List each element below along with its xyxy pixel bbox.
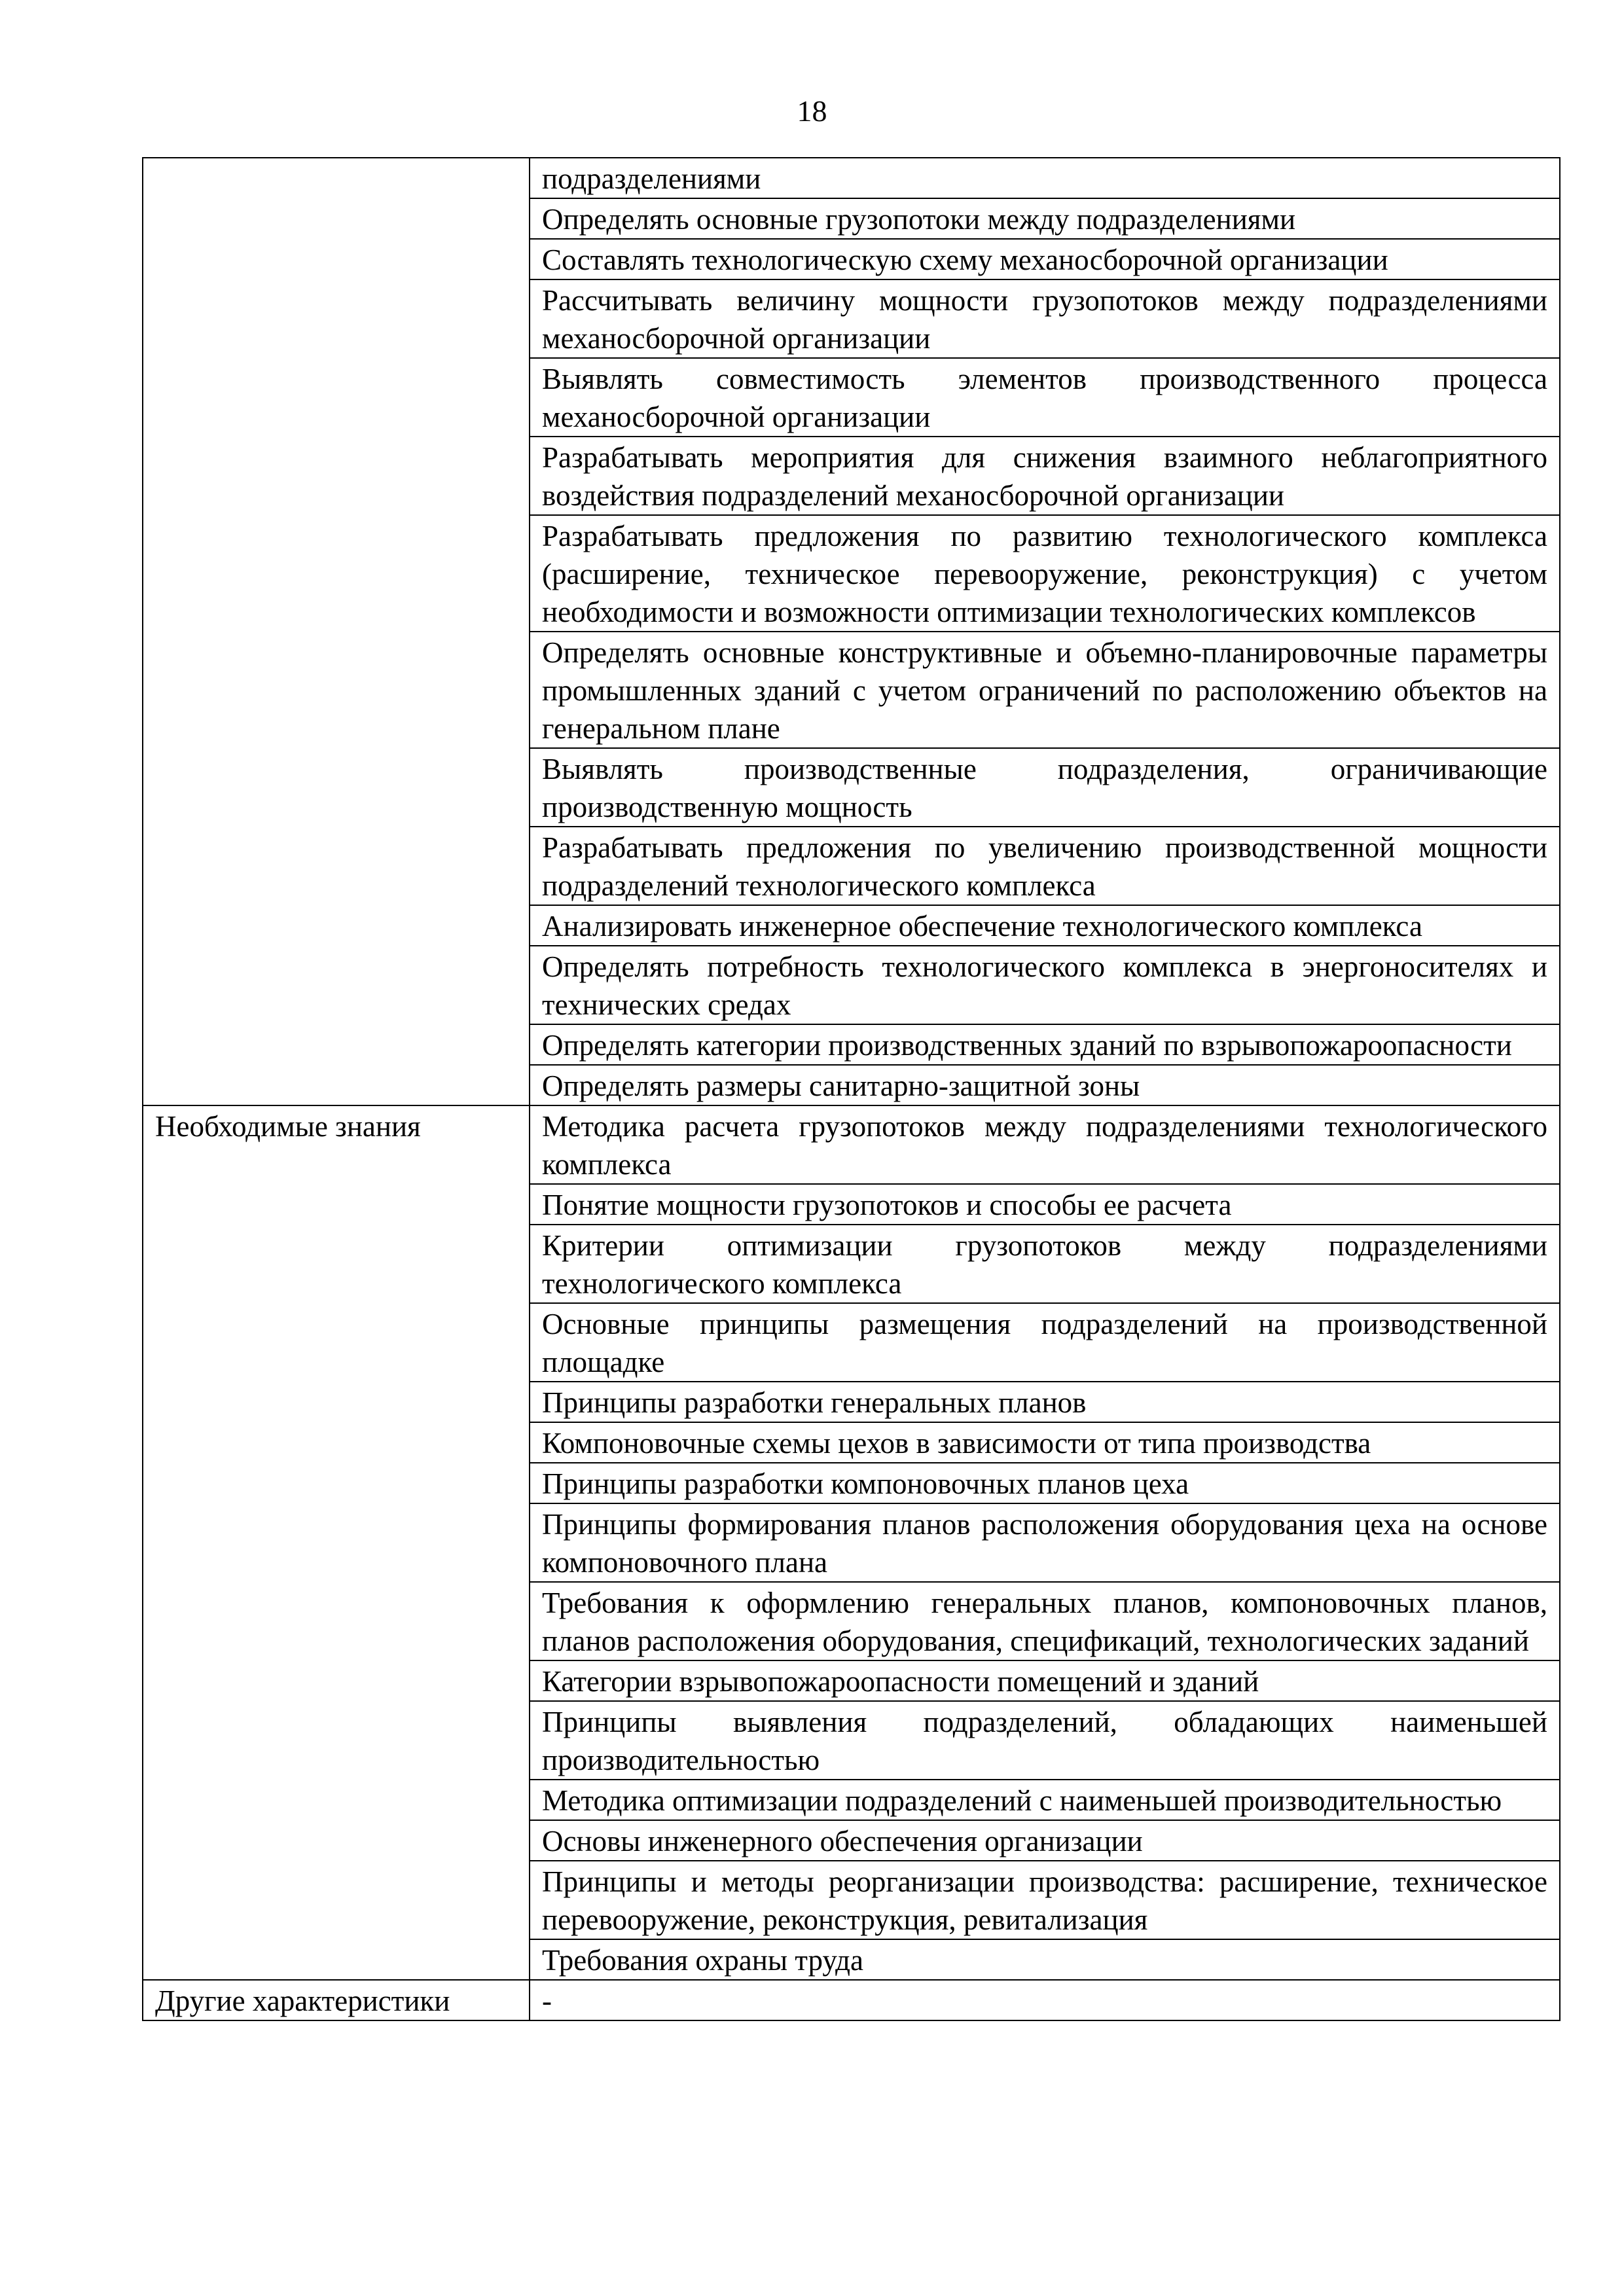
knowledge-item: Понятие мощности грузопотоков и способы ее расчета — [530, 1184, 1560, 1225]
skill-item: Рассчитывать величину мощности грузопотоков между подразделениями механосборочной организации — [530, 279, 1560, 358]
knowledge-item: Критерии оптимизации грузопотоков между подразделениями технологического комплекса — [530, 1225, 1560, 1303]
knowledge-item: Требования к оформлению генеральных планов, компоновочных планов, планов расположения оборудования, спецификаций, технологических заданий — [530, 1582, 1560, 1660]
knowledge-item: Требования охраны труда — [530, 1939, 1560, 1980]
page-number: 18 — [797, 94, 827, 128]
skills-label-cell — [143, 158, 530, 1105]
knowledge-item: Принципы и методы реорганизации производства: расширение, техническое перевооружение, реконструкция, ревитализация — [530, 1861, 1560, 1939]
competency-table — [142, 157, 1561, 2021]
skill-item: Определять основные конструктивные и объемно-планировочные параметры промышленных зданий с учетом ограничений по расположению объектов на генеральном плане — [530, 632, 1560, 748]
skill-item: Анализировать инженерное обеспечение технологического комплекса — [530, 905, 1560, 946]
skill-item: Выявлять производственные подразделения, ограничивающие производственную мощность — [530, 748, 1560, 827]
other-label-cell: Другие характеристики — [143, 1980, 530, 2020]
knowledge-item: Принципы выявления подразделений, обладающих наименьшей производительностью — [530, 1701, 1560, 1780]
knowledge-item: Принципы разработки генеральных планов — [530, 1382, 1560, 1422]
knowledge-label-cell: Необходимые знания — [143, 1105, 530, 1980]
skill-item: Разрабатывать предложения по увеличению производственной мощности подразделений технологического комплекса — [530, 827, 1560, 905]
knowledge-item: Принципы разработки компоновочных планов цеха — [530, 1463, 1560, 1503]
table-row — [143, 158, 1560, 198]
skill-item: подразделениями — [530, 158, 1560, 198]
knowledge-item: Методика расчета грузопотоков между подразделениями технологического комплекса — [530, 1105, 1560, 1184]
skill-item: Определять основные грузопотоки между подразделениями — [530, 198, 1560, 239]
other-value-cell: - — [530, 1980, 1560, 2020]
knowledge-item: Основные принципы размещения подразделений на производственной площадке — [530, 1303, 1560, 1382]
skill-item: Составлять технологическую схему механосборочной организации — [530, 239, 1560, 279]
table-row — [143, 1105, 1560, 1184]
skill-item: Разрабатывать предложения по развитию технологического комплекса (расширение, техническое перевооружение, реконструкция) с учетом необходимости и возможности оптимизации технологических комплексов — [530, 515, 1560, 632]
skill-item: Определять размеры санитарно-защитной зоны — [530, 1065, 1560, 1105]
knowledge-item: Принципы формирования планов расположения оборудования цеха на основе компоновочного плана — [530, 1503, 1560, 1582]
skill-item: Разрабатывать мероприятия для снижения взаимного неблагоприятного воздействия подразделений механосборочной организации — [530, 437, 1560, 515]
table-row — [143, 1980, 1560, 2020]
skill-item: Выявлять совместимость элементов производственного процесса механосборочной организации — [530, 358, 1560, 437]
knowledge-item: Основы инженерного обеспечения организации — [530, 1820, 1560, 1861]
knowledge-item: Категории взрывопожароопасности помещений и зданий — [530, 1660, 1560, 1701]
knowledge-item: Компоновочные схемы цехов в зависимости от типа производства — [530, 1422, 1560, 1463]
skill-item: Определять категории производственных зданий по взрывопожароопасности — [530, 1024, 1560, 1065]
knowledge-item: Методика оптимизации подразделений с наименьшей производительностью — [530, 1780, 1560, 1820]
skill-item: Определять потребность технологического комплекса в энергоносителях и технических средах — [530, 946, 1560, 1024]
